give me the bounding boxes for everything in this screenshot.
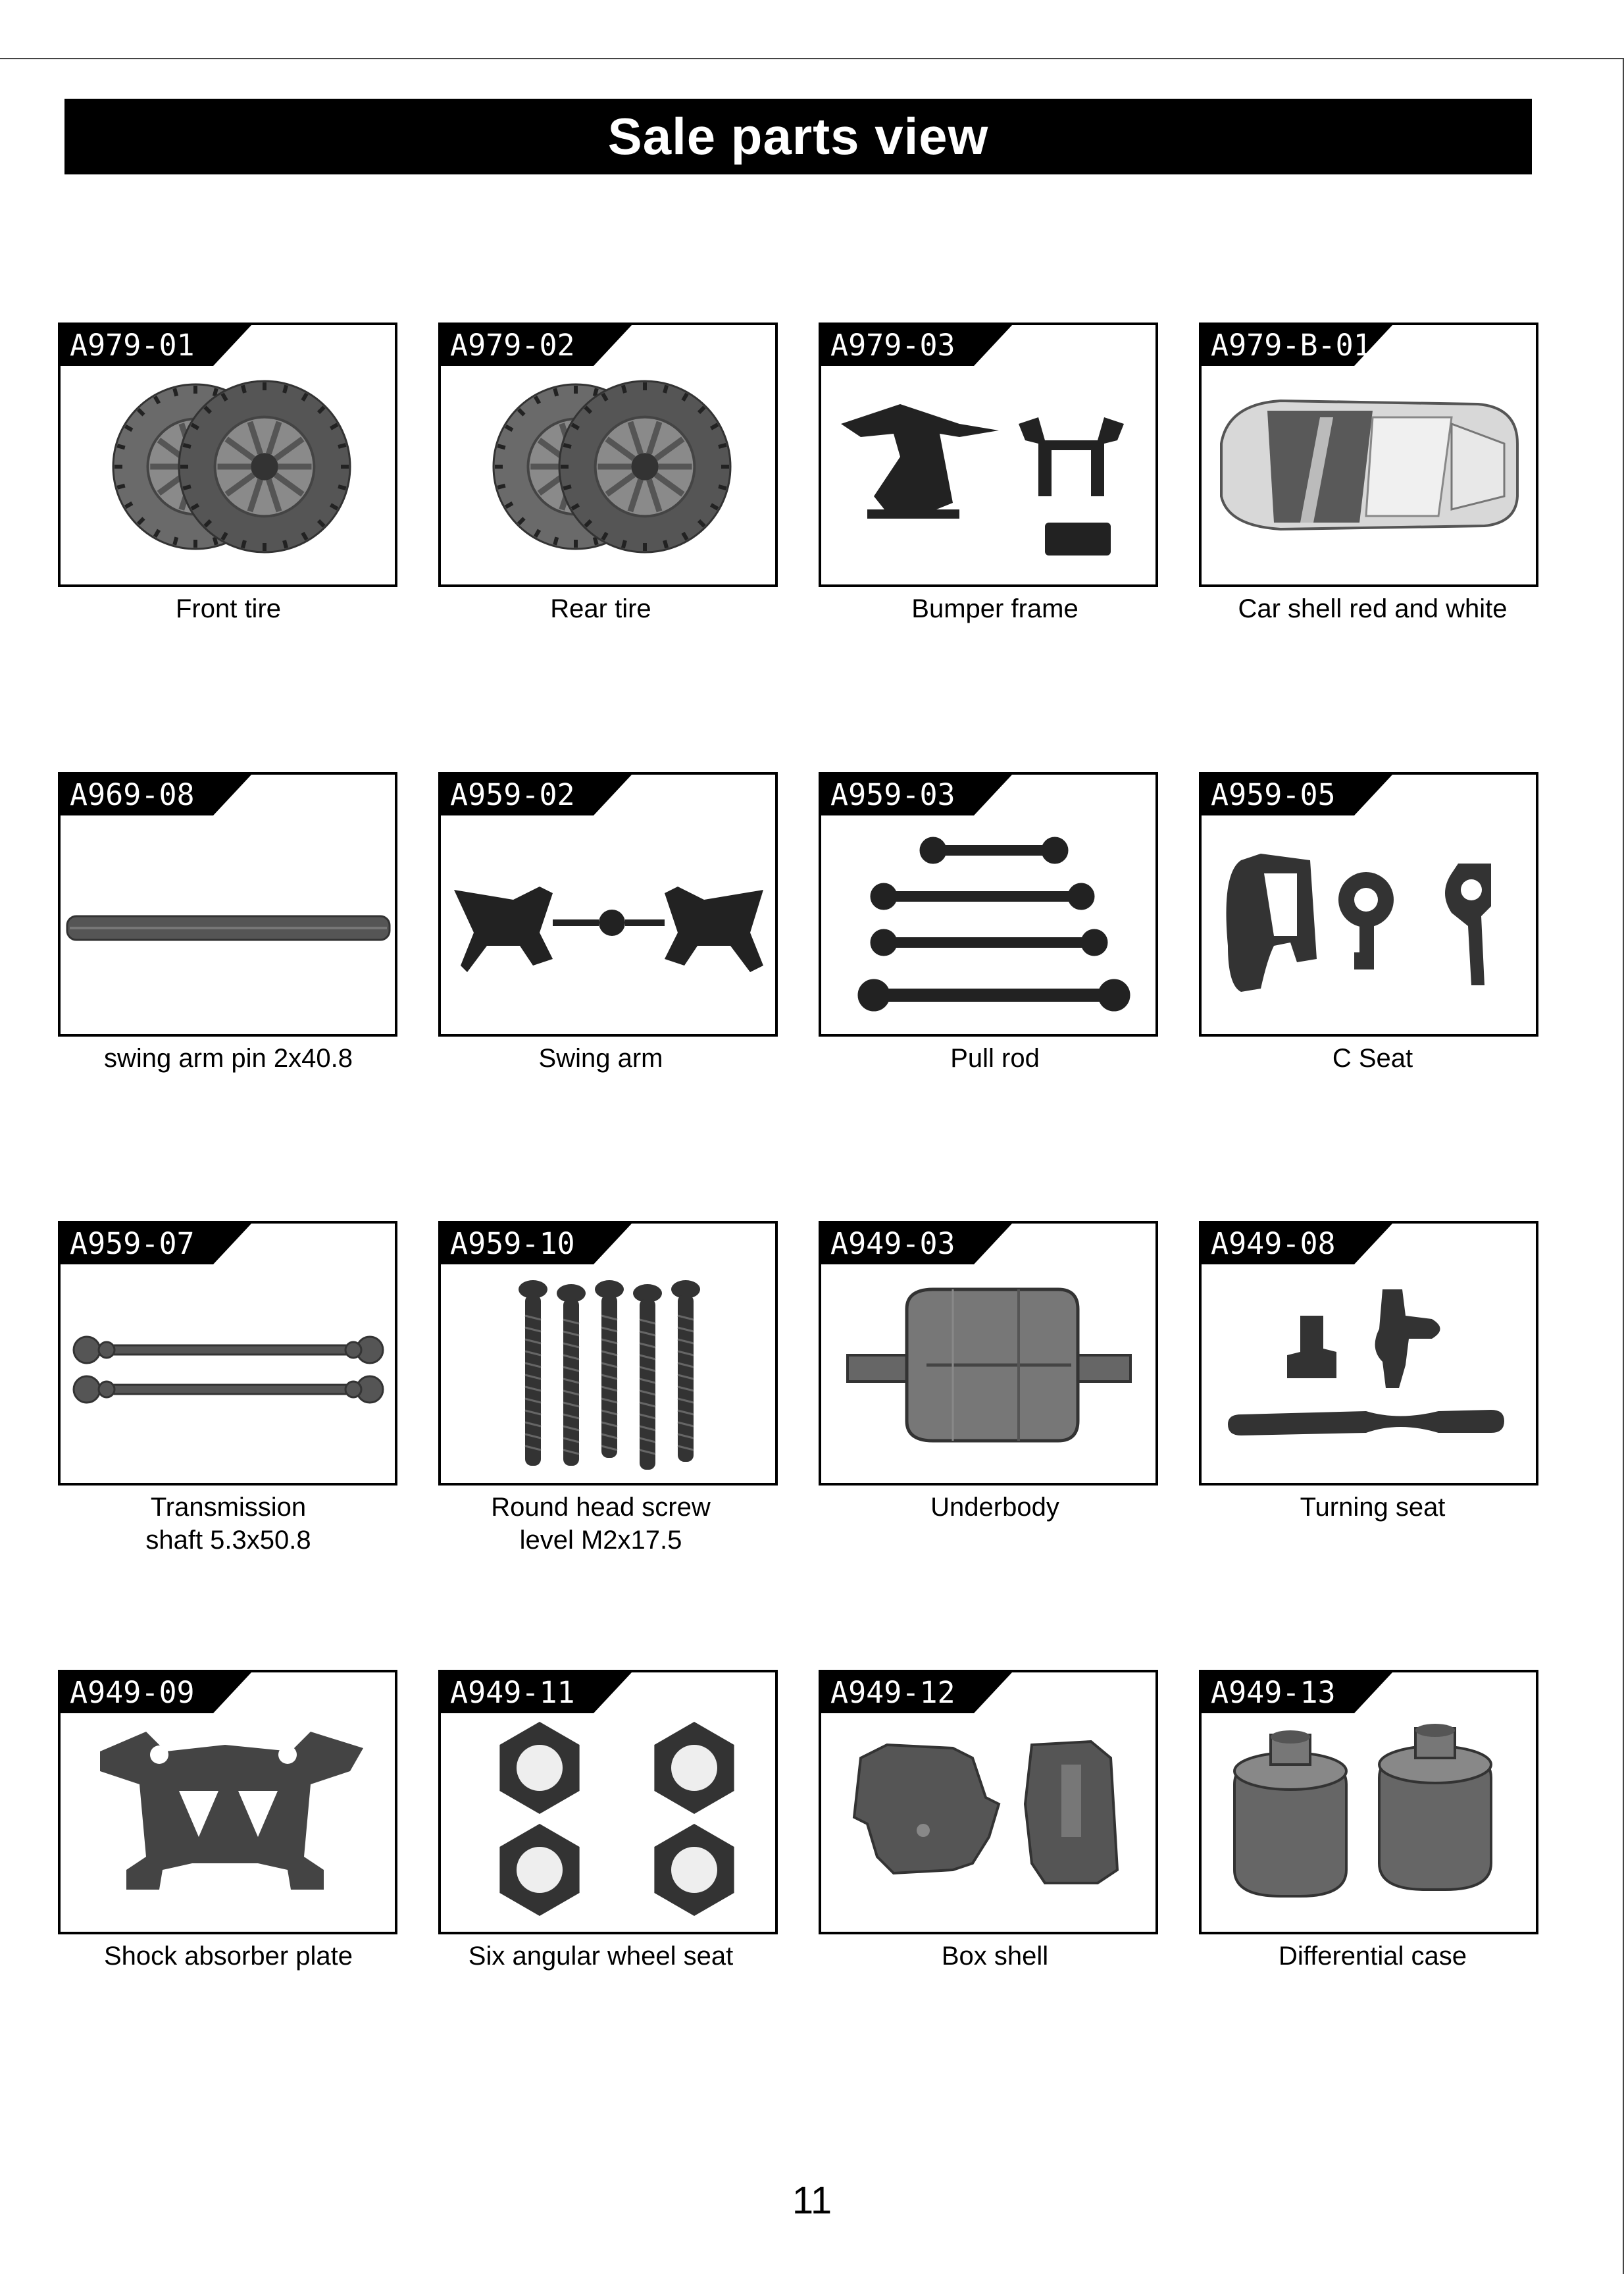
part-label	[431, 1491, 771, 1557]
part-label-line: Rear tire	[550, 594, 651, 623]
part-label	[59, 1491, 398, 1557]
part-label-line: Differential case	[1278, 1942, 1467, 1971]
part-code: A979-B-01	[1211, 328, 1371, 363]
part-card	[819, 772, 1158, 1141]
part-image-frame	[819, 323, 1158, 587]
part-label	[1203, 1042, 1542, 1075]
part-image-frame	[58, 323, 397, 587]
part-card	[438, 323, 778, 691]
part-image-frame	[438, 1221, 778, 1486]
part-image-frame	[819, 1221, 1158, 1486]
part-card	[58, 1670, 397, 2038]
part-label	[825, 592, 1165, 625]
part-card	[819, 323, 1158, 691]
part-label-line: Turning seat	[1300, 1493, 1446, 1522]
part-label-line: Round head screw	[491, 1493, 711, 1522]
part-card	[58, 1221, 397, 1589]
top-rule	[0, 58, 1624, 59]
part-code: A969-08	[70, 777, 195, 812]
part-image-frame	[58, 1221, 397, 1486]
part-code: A979-01	[70, 328, 195, 363]
part-code: A949-12	[830, 1675, 955, 1710]
part-label-line: Pull rod	[950, 1044, 1040, 1073]
part-card	[1199, 1670, 1538, 2038]
part-image-frame	[1199, 323, 1538, 587]
part-code: A959-02	[450, 777, 575, 812]
part-code: A949-03	[830, 1226, 955, 1261]
part-card	[1199, 323, 1538, 691]
part-label-line: Transmission	[150, 1493, 307, 1522]
part-code: A979-03	[830, 328, 955, 363]
part-label	[825, 1940, 1165, 1973]
part-code: A949-09	[70, 1675, 195, 1710]
part-label-line: Shock absorber plate	[103, 1942, 353, 1971]
part-label-line: swing arm pin 2x40.8	[104, 1044, 353, 1073]
part-label-line: Swing arm	[538, 1044, 663, 1073]
part-label-line: Box shell	[941, 1942, 1049, 1971]
part-label	[825, 1042, 1165, 1075]
part-label-line: C Seat	[1332, 1044, 1413, 1073]
part-card	[58, 772, 397, 1141]
part-label	[431, 592, 771, 625]
part-code: A959-10	[450, 1226, 575, 1261]
part-image-frame	[438, 1670, 778, 1934]
part-label-line: Car shell red and white	[1238, 594, 1508, 623]
part-card	[438, 772, 778, 1141]
part-image-frame	[438, 323, 778, 587]
part-code: A949-13	[1211, 1675, 1336, 1710]
part-image-frame	[1199, 1670, 1538, 1934]
part-code: A959-05	[1211, 777, 1336, 812]
part-card	[438, 1670, 778, 2038]
part-card	[438, 1221, 778, 1589]
part-card	[819, 1670, 1158, 2038]
part-image-frame	[1199, 1221, 1538, 1486]
part-label	[59, 1042, 398, 1075]
part-card	[1199, 772, 1538, 1141]
part-label-line: Underbody	[930, 1493, 1059, 1522]
part-image-frame	[58, 772, 397, 1037]
part-image-frame	[58, 1670, 397, 1934]
part-label	[59, 592, 398, 625]
part-image-frame	[819, 1670, 1158, 1934]
part-card	[819, 1221, 1158, 1589]
part-label	[1203, 592, 1542, 625]
part-card	[1199, 1221, 1538, 1589]
page-number: 11	[792, 2179, 832, 2222]
part-image-frame	[1199, 772, 1538, 1037]
page-title: Sale parts view	[64, 99, 1532, 174]
part-code: A959-07	[70, 1226, 195, 1261]
part-label	[1203, 1491, 1542, 1524]
part-image-frame	[819, 772, 1158, 1037]
part-label	[59, 1940, 398, 1973]
part-code: A959-03	[830, 777, 955, 812]
part-code: A979-02	[450, 328, 575, 363]
part-label-line: shaft 5.3x50.8	[145, 1526, 311, 1555]
part-label	[431, 1042, 771, 1075]
part-label	[431, 1940, 771, 1973]
part-code: A949-11	[450, 1675, 575, 1710]
part-image-frame	[438, 772, 778, 1037]
part-label-line: level M2x17.5	[519, 1526, 682, 1555]
part-label	[1203, 1940, 1542, 1973]
part-card	[58, 323, 397, 691]
part-code: A949-08	[1211, 1226, 1336, 1261]
part-label-line: Front tire	[175, 594, 282, 623]
part-label	[825, 1491, 1165, 1524]
part-label-line: Six angular wheel seat	[468, 1942, 734, 1971]
part-label-line: Bumper frame	[911, 594, 1078, 623]
